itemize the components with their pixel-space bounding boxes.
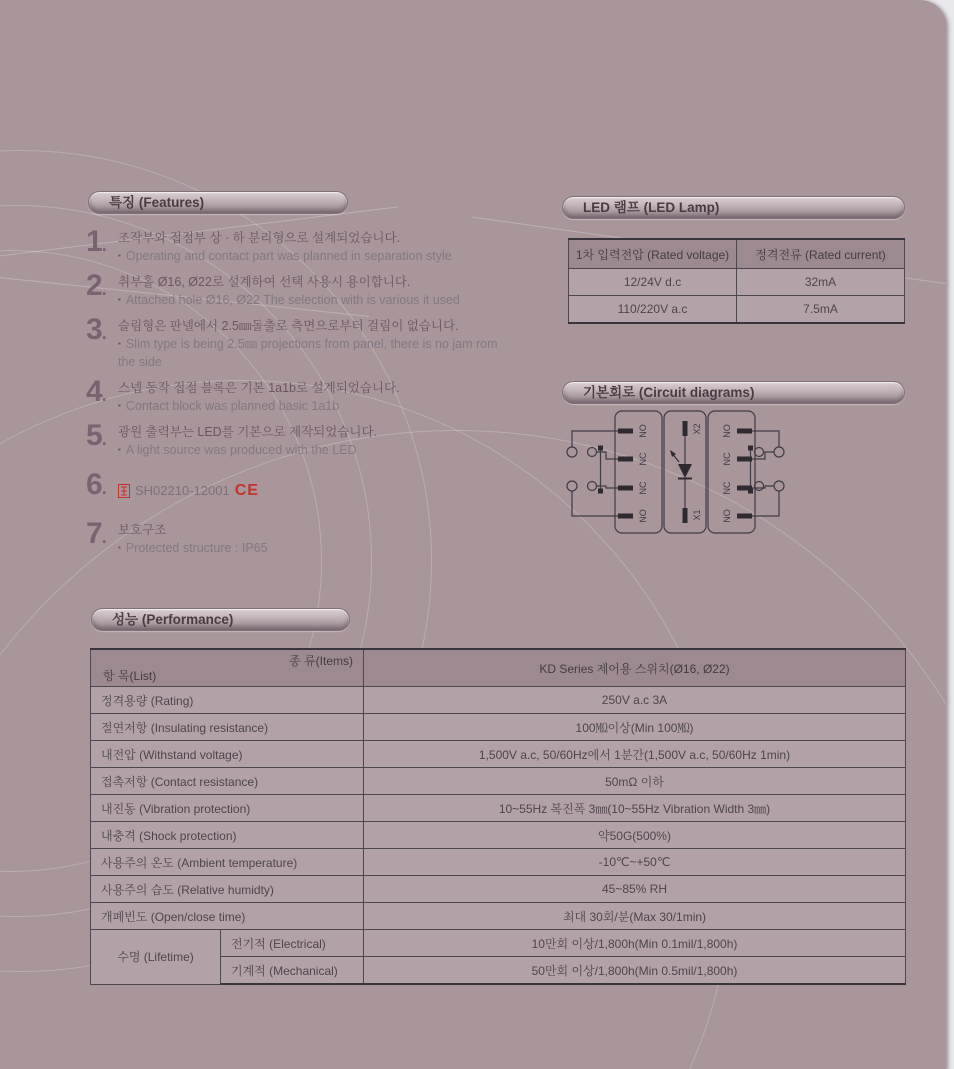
- features-section-header: [88, 191, 348, 214]
- feature-text-ko: 취부홀 Ø16, Ø22로 설계하여 선택 사용시 용이합니다.: [118, 275, 411, 289]
- feature-item-3: [86, 314, 510, 371]
- features-list: [86, 226, 510, 562]
- performance-section-header: [91, 608, 350, 631]
- led-current-header: 정격전류 (Rated current): [737, 239, 905, 269]
- feature-text-ko: 슬림형은 판넬에서 2.5㎜돌출로 측면으로부터 걸림이 없습니다.: [118, 319, 459, 333]
- terminal-label-no: NO: [722, 424, 732, 438]
- lifetime-sub-label: 기계적 (Mechanical): [221, 957, 364, 985]
- terminal-label-nc: NC: [722, 452, 732, 466]
- feature-number: 7 .: [86, 518, 118, 557]
- features-section-title: 특징 (Features): [109, 195, 205, 210]
- row-value: 50만회 이상/1,800h(Min 0.5mil/1,800h): [364, 957, 906, 985]
- circuit-section-title: 기본회로 (Circuit diagrams): [583, 385, 755, 400]
- led-table-row: [569, 269, 905, 296]
- lamp-terminal-x2-label: X2: [692, 423, 702, 435]
- row-value: 1,500V a.c, 50/60Hz에서 1분간(1,500V a.c, 50/60Hz 1min): [364, 741, 906, 768]
- led-current-value: 7.5mA: [737, 296, 905, 324]
- terminal-label-nc: NC: [722, 481, 732, 495]
- row-value: -10℃~+50℃: [364, 849, 906, 876]
- terminal-label-nc: NC: [638, 452, 648, 466]
- lifetime-label: 수명 (Lifetime): [91, 930, 221, 985]
- row-label: 사용주의 온도 (Ambient temperature): [91, 849, 364, 876]
- feature-text-en: ▪ Attached hole Ø16, Ø22 The selection with is various it used: [118, 291, 460, 309]
- feature-item-7: [86, 518, 510, 557]
- row-label: 내진동 (Vibration protection): [91, 795, 364, 822]
- feature-number: 4 .: [86, 376, 118, 415]
- feature-text-en: ▪ A light source was produced with the LED: [118, 441, 377, 459]
- feature-text-en: ▪ Contact block was planned basic 1a1b: [118, 397, 400, 415]
- feature-item-6: [86, 469, 510, 504]
- feature-number: 5 .: [86, 420, 118, 459]
- table-row: [91, 849, 906, 876]
- led-table-row: [569, 296, 905, 324]
- performance-series-header: KD Series 제어용 스위치(Ø16, Ø22): [364, 649, 906, 687]
- row-value: 250V a.c 3A: [364, 687, 906, 714]
- led-lamp-section-header: [562, 196, 905, 219]
- row-label: 내충격 (Shock protection): [91, 822, 364, 849]
- feature-number: 1 .: [86, 226, 118, 265]
- table-row: [91, 822, 906, 849]
- row-value: 최대 30회/분(Max 30/1min): [364, 903, 906, 930]
- performance-table: [90, 648, 906, 985]
- row-label: 내전압 (Withstand voltage): [91, 741, 364, 768]
- led-lamp-section-title: LED 램프 (LED Lamp): [583, 200, 720, 215]
- feature-number: 6 .: [86, 469, 118, 504]
- row-label: 절연저항 (Insulating resistance): [91, 714, 364, 741]
- row-label: 사용주의 습도 (Relative humidty): [91, 876, 364, 903]
- feature-item-2: [86, 270, 510, 309]
- feature-text-ko: 스넵 동작 접점 블록은 기본 1a1b로 설계되었습니다.: [118, 381, 400, 395]
- table-row: [91, 741, 906, 768]
- performance-header-row: [91, 649, 906, 687]
- feature-item-5: [86, 420, 510, 459]
- row-label: 정격용량 (Rating): [91, 687, 364, 714]
- lifetime-sub-label: 전기적 (Electrical): [221, 930, 364, 957]
- feature-text-ko: 광원 출력부는 LED를 기본으로 제작되었습니다.: [118, 425, 378, 439]
- table-row: [91, 687, 906, 714]
- row-value: 약50G(500%): [364, 822, 906, 849]
- performance-section-title: 성능 (Performance): [112, 612, 234, 627]
- lamp-terminal-x1-label: X1: [692, 509, 702, 521]
- terminal-label-no: NO: [638, 509, 648, 523]
- led-voltage-header: 1차 입력전압 (Rated voltage): [569, 239, 737, 269]
- led-voltage-value: 12/24V d.c: [569, 269, 737, 296]
- certification-number: SH02210-12001: [135, 483, 230, 498]
- performance-corner-cell: [91, 649, 364, 687]
- table-row: [91, 876, 906, 903]
- feature-number: 2 .: [86, 270, 118, 309]
- terminal-label-no: NO: [638, 424, 648, 438]
- row-value: 10~55Hz 복진폭 3㎜(10~55Hz Vibration Width 3㎜): [364, 795, 906, 822]
- feature-text-ko: 보호구조: [118, 523, 167, 537]
- feature-text-ko: 조작부와 접점부 상 · 하 분리형으로 설계되었습니다.: [118, 231, 401, 245]
- ce-mark: CE: [234, 481, 259, 499]
- certification-stamp-icon: [118, 484, 130, 498]
- row-value: 100㏁이상(Min 100㏁): [364, 714, 906, 741]
- led-current-value: 32mA: [737, 269, 905, 296]
- corner-list-label: 항 목(List): [103, 669, 157, 683]
- feature-number: 3 .: [86, 314, 118, 371]
- feature-text-en: ▪ Protected structure : IP65: [118, 539, 268, 557]
- led-voltage-value: 110/220V a.c: [569, 296, 737, 324]
- circuit-diagram: [558, 404, 793, 549]
- circuit-section-header: [562, 381, 905, 404]
- table-row-lifetime-electrical: [91, 930, 906, 957]
- feature-text-en: ▪ Slim type is being 2.5㎜ projections from panel, there is no jam rom the side: [118, 335, 510, 371]
- corner-items-label: 종 류(Items): [289, 654, 353, 668]
- table-row: [91, 768, 906, 795]
- feature-item-1: [86, 226, 510, 265]
- table-row: [91, 903, 906, 930]
- terminal-label-no: NO: [722, 509, 732, 523]
- table-row: [91, 714, 906, 741]
- led-table-header-row: [569, 239, 905, 269]
- row-value: 45~85% RH: [364, 876, 906, 903]
- terminal-label-nc: NC: [638, 481, 648, 495]
- row-label: 접촉저항 (Contact resistance): [91, 768, 364, 795]
- row-value: 50mΩ 이하: [364, 768, 906, 795]
- led-lamp-table: [568, 238, 905, 324]
- row-value: 10만회 이상/1,800h(Min 0.1mil/1,800h): [364, 930, 906, 957]
- row-label: 개폐빈도 (Open/close time): [91, 903, 364, 930]
- feature-item-4: [86, 376, 510, 415]
- table-row: [91, 795, 906, 822]
- feature-text-en: ▪ Operating and contact part was planned in separation style: [118, 247, 452, 265]
